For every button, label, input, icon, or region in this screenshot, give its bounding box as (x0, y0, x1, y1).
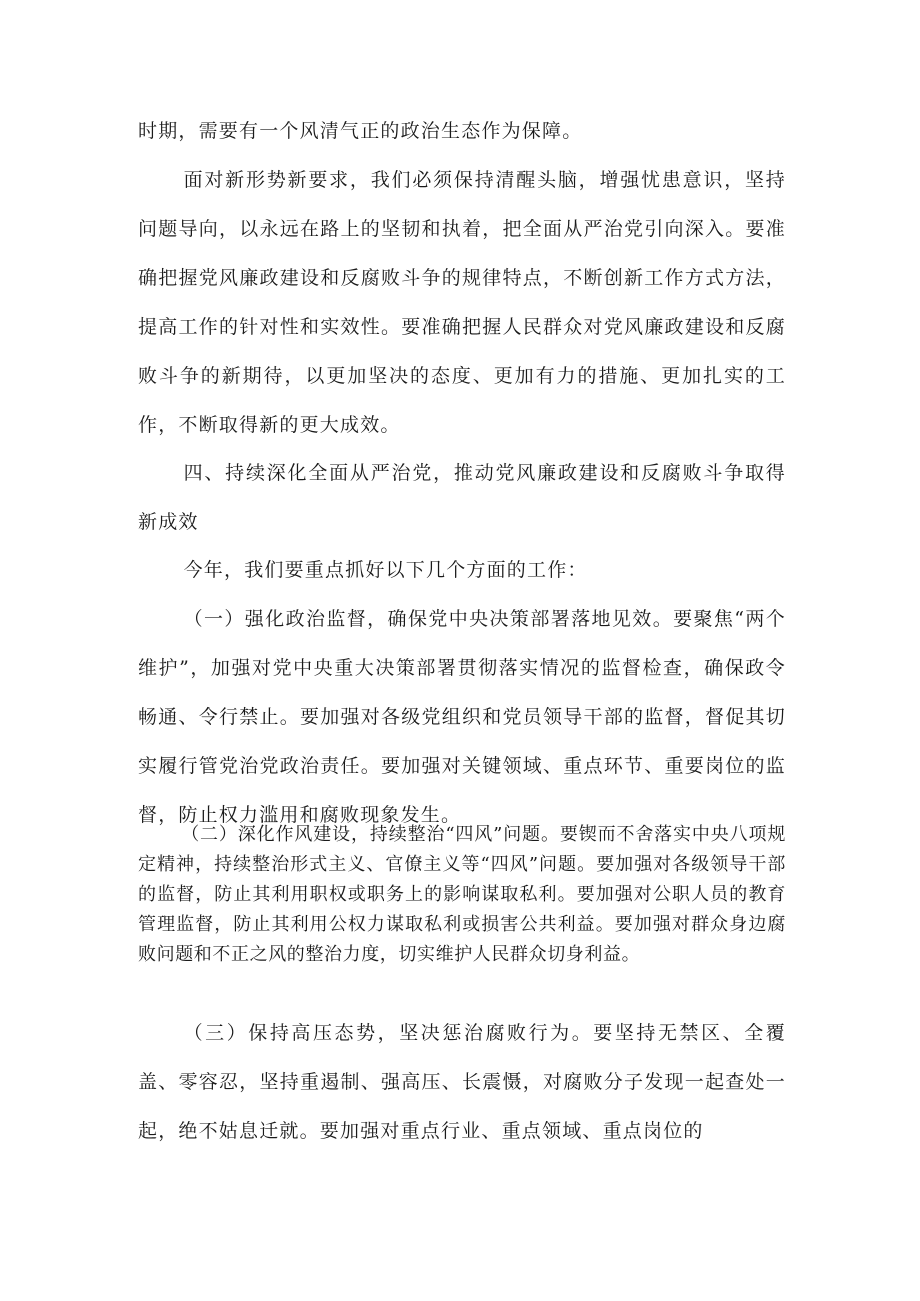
paragraph-item-two: （二）深化作风建设，持续整治“四风”问题。要锲而不舍落实中央八项规定精神，持续整治形式主义、官僚主义等“四风”问题。要加强对各级领导干部的监督，防止其利用职权或职务上的影响谋取私利。要加强对公职人员的教育管理监督，防止其利用公权力谋取私利或损害公共利益。要加强对群众身边腐败问题和不正之风的整治力度，切实维护人民群众切身利益。 (138, 824, 786, 965)
paragraph-new-situation: 面对新形势新要求，我们必须保持清醒头脑，增强忧患意识，坚持问题导向，以永远在路上的坚韧和执着，把全面从严治党引向深入。要准确把握党风廉政建设和反腐败斗争的规律特点，不断创新工作方式方法，提高工作的针对性和实效性。要准确把握人民群众对党风廉政建设和反腐败斗争的新期待，以更加坚决的态度、更加有力的措施、更加扎实的工作，不断取得新的更大成效。 (138, 169, 786, 436)
paragraph-this-year: 今年，我们要重点抓好以下几个方面的工作： (183, 559, 588, 581)
paragraph-continuation: 时期，需要有一个风清气正的政治生态作为保障。 (138, 120, 583, 142)
paragraph-item-three: （三）保持高压态势，坚决惩治腐败行为。要坚持无禁区、全覆盖、零容忍，坚持重遏制、强高压、长震慑，对腐败分子发现一起查处一起，绝不姑息迁就。要加强对重点行业、重点领域、重点岗位的 (138, 1022, 786, 1142)
paragraph-item-one: （一）强化政治监督，确保党中央决策部署落地见效。要聚焦“两个维护”，加强对党中央重大决策部署贯彻落实情况的监督检查，确保政令畅通、令行禁止。要加强对各级党组织和党员领导干部的监督，督促其切实履行管党治党政治责任。要加强对关键领域、重点环节、重要岗位的监督，防止权力滥用和腐败现象发生。 (138, 608, 786, 826)
section-heading-four: 四、持续深化全面从严治党，推动党风廉政建设和反腐败斗争取得新成效 (138, 462, 786, 533)
